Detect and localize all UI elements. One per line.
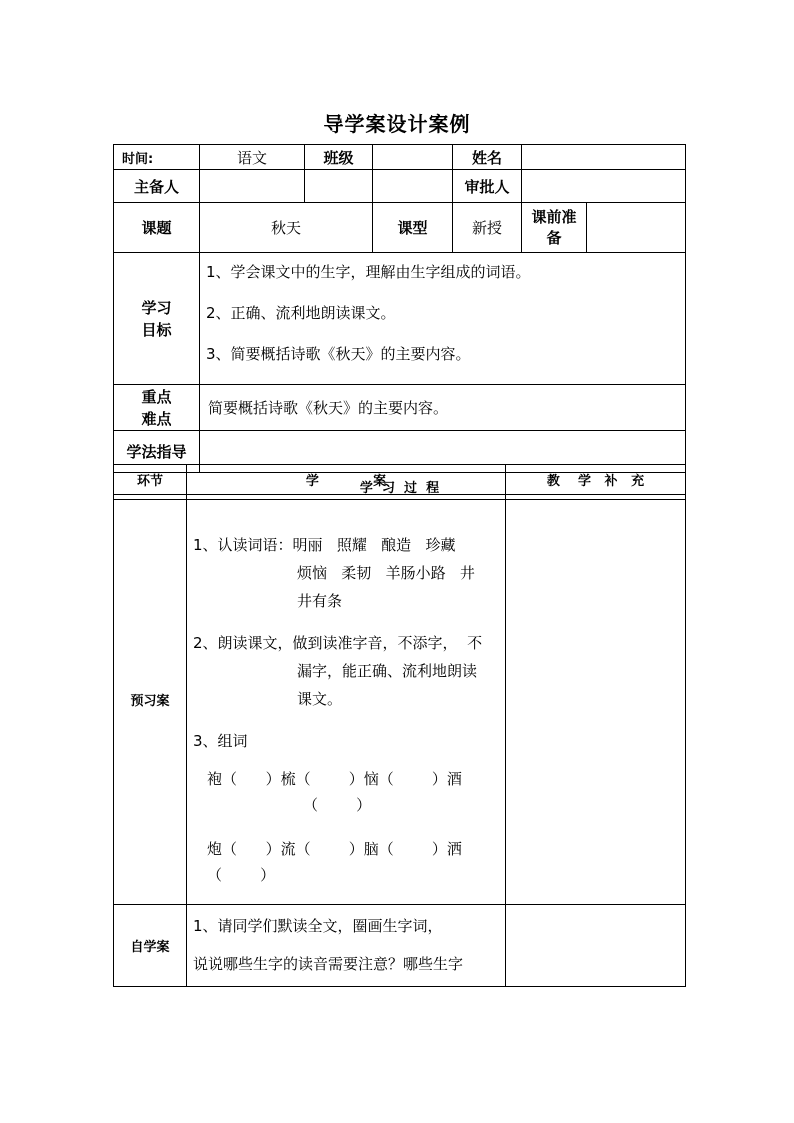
self-study-supplement[interactable]: [506, 905, 686, 987]
preview-supplement[interactable]: [506, 495, 686, 905]
word-list-line: 井有条: [297, 592, 343, 610]
reading-instruction: 漏字，能正确、流利地朗读: [297, 662, 478, 680]
preview-content: [187, 495, 506, 905]
process-table: [113, 464, 686, 987]
word-formation-line: （ ）: [207, 866, 276, 884]
topic-value: 秋天: [200, 203, 373, 253]
name-field[interactable]: [522, 145, 686, 170]
preparer-label: 主备人: [114, 170, 200, 203]
item-number: 2、: [193, 634, 218, 652]
prep-label: 课前准备: [522, 203, 587, 253]
self-study-line: 说说哪些生字的读音需要注意？哪些生字: [193, 955, 464, 973]
preview-label: 预习案: [114, 495, 187, 905]
preparer-extra-field[interactable]: [305, 170, 373, 203]
goal-item: 2、正确、流利地朗读课文。: [206, 304, 396, 322]
topic-label: 课题: [114, 203, 200, 253]
key-points-label: [114, 385, 200, 431]
section-col-header: 环节: [114, 465, 187, 495]
goal-item: 1、学会课文中的生字，理解由生字组成的词语。: [206, 263, 531, 281]
reading-instruction: 朗读课文，做到读准字音，不添字， 不: [217, 634, 483, 652]
subject-value: 语文: [200, 145, 305, 170]
goal-item: 3、简要概括诗歌《秋天》的主要内容。: [206, 345, 471, 363]
preparer-extra-field-2[interactable]: [373, 170, 453, 203]
supplement-col-header: 教 学 补 充: [506, 465, 686, 495]
preparer-field[interactable]: [200, 170, 305, 203]
type-label: 课型: [373, 203, 453, 253]
key-label-2: 难点: [141, 409, 172, 428]
self-study-line: 1、请同学们默读全文，圈画生字词，: [193, 917, 443, 935]
word-formation-heading: 3、组词: [193, 732, 248, 750]
class-label: 班级: [305, 145, 373, 170]
item-number: 1、: [193, 536, 218, 554]
word-formation-line: 袍（ ）梳（ ）恼（ ）酒: [207, 770, 462, 788]
key-label-1: 重点: [141, 387, 172, 406]
document-title: 导学案设计案例: [323, 112, 471, 136]
method-label: 学法指导: [114, 431, 200, 473]
reading-instruction: 课文。: [297, 690, 343, 708]
plan-col-header: 学 案: [187, 465, 506, 495]
info-table: [113, 144, 686, 500]
word-list-line: 烦恼 柔韧 羊肠小路 井: [297, 564, 475, 582]
approver-field[interactable]: [522, 170, 686, 203]
key-points-value: 简要概括诗歌《秋天》的主要内容。: [200, 385, 686, 431]
word-formation-line: 炮（ ）流（ ）脑（ ）洒: [207, 840, 462, 858]
time-label: 时间:: [114, 145, 200, 170]
self-study-content: [187, 905, 506, 987]
goals-content: [200, 253, 686, 385]
class-field[interactable]: [373, 145, 453, 170]
word-formation-line: （ ）: [303, 796, 372, 814]
name-label: 姓名: [453, 145, 522, 170]
word-list-line: 认读词语：明丽 照耀 酿造 珍藏: [217, 536, 456, 554]
goals-label: 学习目标: [114, 253, 200, 385]
self-study-label: 自学案: [114, 905, 187, 987]
process-header: 学 习 过 程: [114, 473, 686, 500]
approver-label: 审批人: [453, 170, 522, 203]
prep-field[interactable]: [587, 203, 686, 253]
type-value: 新授: [453, 203, 522, 253]
